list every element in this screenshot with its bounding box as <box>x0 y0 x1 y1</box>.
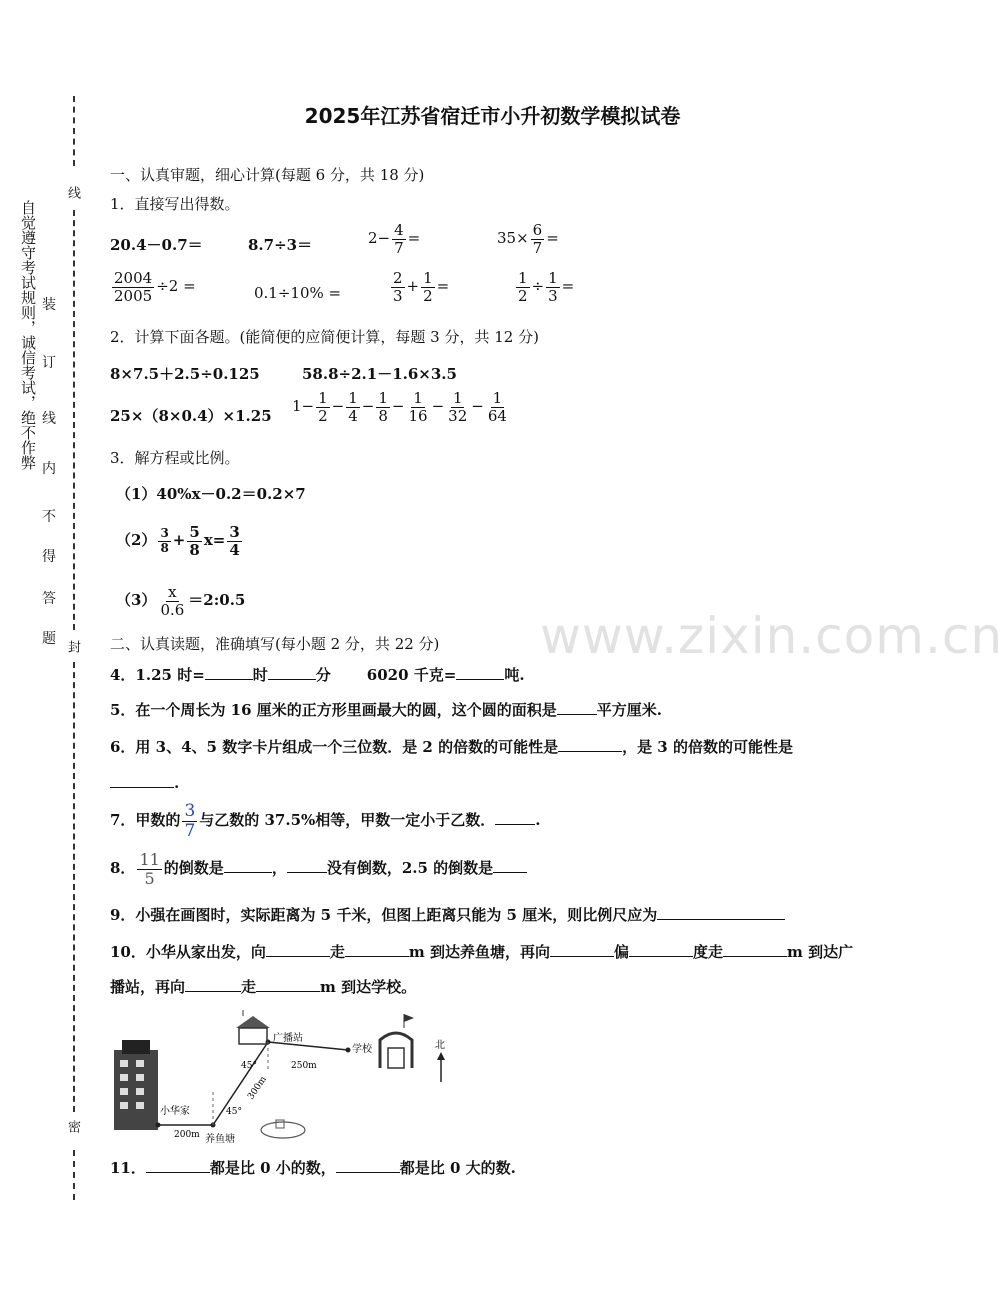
q3-p3: （3） $\frac{x}{0.6}$ ＝2:0.5 <box>116 583 246 619</box>
page-title: 2025年江苏省宿迁市小升初数学模拟试卷 <box>304 104 681 128</box>
margin-label-mi: 密 <box>65 1120 80 1133</box>
q7: 7．甲数的 $\frac{3}{7}$ 与乙数的 37.5%相等，甲数一定小于乙数． . <box>110 801 541 841</box>
angle-45-upper: 45° <box>241 1061 257 1071</box>
north-label: 北 <box>435 1040 445 1051</box>
distance-250m: 250m <box>291 1061 317 1071</box>
school-gate-icon <box>380 1014 414 1068</box>
seal-char: 得 <box>42 549 56 565</box>
q1-b: 8.7÷3＝ <box>248 236 313 254</box>
q8: 8． $\frac{11}{5}$ 的倒数是 ， 没有倒数，2.5 的倒数是 <box>110 851 527 887</box>
seal-char: 订 <box>42 355 56 371</box>
q2-b: 58.8÷2.1－1.6×3.5 <box>302 365 457 383</box>
q1-d: 35× $\frac{6}{7}$ = <box>497 221 559 257</box>
seal-char: 线 <box>42 411 56 427</box>
q3-label: 3．解方程或比例。 <box>110 449 240 467</box>
q1-g: $\frac{2}{3}$ + $\frac{1}{2}$ = <box>393 269 450 305</box>
q10-line2: 播站，再向 走 m 到达学校。 <box>110 978 417 996</box>
q1-a: 20.4－0.7＝ <box>110 236 203 254</box>
distance-300m: 300m <box>246 1074 269 1102</box>
exam-rule-text: 自觉遵守考试规则，诚信考试，绝不作弊 <box>19 200 37 470</box>
margin-label-feng: 封 <box>65 640 80 653</box>
q6-line2: . <box>110 774 179 792</box>
q9: 9．小强在画图时，实际距离为 5 千米，但图上距离只能为 5 厘米，则比例尺应为 <box>110 904 785 925</box>
q2-a: 8×7.5＋2.5÷0.125 <box>110 365 260 383</box>
q1-h: $\frac{1}{2}$ ÷ $\frac{1}{3}$ = <box>518 269 575 305</box>
apartment-building-icon <box>114 1040 158 1130</box>
watermark: www.zixin.com.cn <box>540 607 1003 665</box>
angle-45-lower: 45° <box>226 1107 242 1117</box>
section1-header: 一、认真审题，细心计算(每题 6 分，共 18 分) <box>110 166 425 184</box>
q3-p1: （1）40%x－0.2＝0.2×7 <box>116 485 306 503</box>
broadcast-label: 广播站 <box>273 1033 303 1044</box>
q4: 4．1.25 时= 时 分 6020 千克= 吨. <box>110 666 525 684</box>
q1-c: 2− $\frac{4}{7}$ = <box>368 221 421 257</box>
margin-dash-line-mid <box>73 210 75 630</box>
q2-c: 25×（8×0.4）×1.25 <box>110 407 272 425</box>
q1-f: 0.1÷10% = <box>254 284 342 302</box>
margin-label-xian: 线 <box>65 186 80 199</box>
seal-char: 装 <box>42 297 56 313</box>
broadcast-station-icon <box>236 1010 270 1044</box>
north-arrow-icon <box>437 1052 445 1082</box>
seal-char: 不 <box>42 509 56 525</box>
q11: 11． 都是比 0 小的数， 都是比 0 大的数. <box>110 1159 516 1177</box>
section2-header: 二、认真读题，准确填写(每小题 2 分，共 22 分) <box>110 635 440 653</box>
q10-line1: 10．小华从家出发，向 走 m 到达养鱼塘，再向 偏 度走 m 到达广 <box>110 943 854 961</box>
margin-dash-line-low <box>73 662 75 1112</box>
q1-label: 1．直接写出得数。 <box>110 195 240 213</box>
q3-p2: （2） $\frac{3}{8}$ + $\frac{5}{8}$ x= $\frac{3}{4}$ <box>116 523 240 559</box>
route-map <box>108 1010 460 1145</box>
q6: 6．用 3、4、5 数字卡片组成一个三位数．是 2 的倍数的可能性是 ，是 3 的倍数的可能性是 <box>110 738 793 756</box>
seal-char: 题 <box>42 631 56 647</box>
q2-label: 2．计算下面各题。(能简便的应简便计算，每题 3 分，共 12 分) <box>110 328 539 346</box>
q2-d: 1− $\frac{1}{2}$ − $\frac{1}{4}$ − $\frac{1}{8}$ − $\frac{1}{16}$ − $\frac{1}{32}$ − $\frac{1}{64}$ <box>292 389 507 425</box>
margin-dash-line-bottom <box>73 1150 75 1200</box>
q5: 5．在一个周长为 16 厘米的正方形里画最大的圆，这个圆的面积是 平方厘米. <box>110 701 662 719</box>
fish-pond-icon <box>261 1120 305 1138</box>
seal-char: 答 <box>42 591 56 607</box>
pond-label: 养鱼塘 <box>205 1134 235 1145</box>
q1-e: $\frac{2004}{2005}$ ÷2 = <box>114 269 196 305</box>
school-label: 学校 <box>352 1044 372 1055</box>
home-label: 小华家 <box>160 1106 190 1117</box>
distance-200m: 200m <box>174 1130 200 1140</box>
seal-char: 内 <box>42 461 56 477</box>
